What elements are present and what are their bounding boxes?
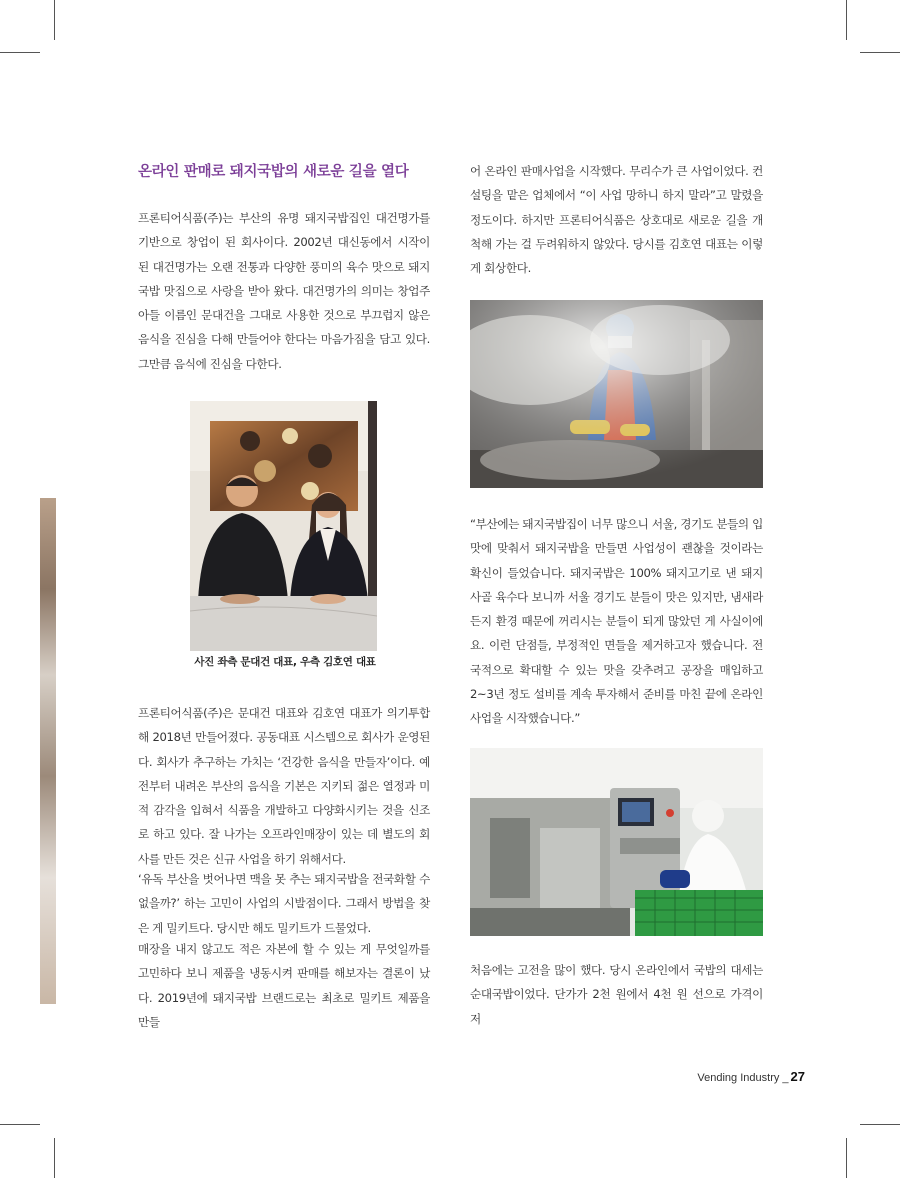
crop-mark <box>0 1124 40 1125</box>
photo-caption: 사진 좌측 문대건 대표, 우측 김호연 대표 <box>194 656 376 668</box>
magazine-name: Vending Industry _ <box>697 1072 789 1084</box>
crop-mark <box>54 1138 55 1178</box>
body-paragraph: 처음에는 고전을 많이 했다. 당시 온라인에서 국밥의 대세는 순대국밥이었다. 단가가 2천 원에서 4천 원 선으로 가격이 저 <box>470 963 763 1026</box>
body-paragraph: 매장을 내지 않고도 적은 자본에 할 수 있는 게 무엇일까를 고민하다 보니 제품을 냉동시켜 판매를 해보자는 결론이 났다. 2019년에 돼지국밥 브랜드로는 최초로 밀키트 제품을 만들 <box>138 942 430 1029</box>
page-footer <box>697 1069 805 1084</box>
section-heading: 온라인 판매로 돼지국밥의 새로운 길을 열다 <box>138 164 409 180</box>
body-paragraph: 프론티어식품(주)은 문대건 대표와 김호연 대표가 의기투합해 2018년 만들어졌다. 공동대표 시스템으로 회사가 운영된다. 회사가 추구하는 가치는 ‘건강한 음식을 만들자’이다. 예전부터 내려온 부산의 음식을 기본은 지키되 젊은 열정과 미적 감각을 입혀서 식품을 개발하고 다양화시키는 것을 신조로 하고 있다. 잘 나가는 오프라인매장이 있는 데 별도의 회사를 만든 것은 신규 사업을 하기 위해서다. <box>138 706 430 866</box>
body-paragraph: 프론티어식품(주)는 부산의 유명 돼지국밥집인 대건명가를 기반으로 창업이 된 회사이다. 2002년 대신동에서 시작이 된 대건명가는 오랜 전통과 다양한 풍미의 육수 맛으로 돼지국밥 맛집으로 사랑을 받아 왔다. 대건명가의 의미는 창업주 아들 이름인 문대건을 그대로 사용한 것으로 부끄럽지 않은 음식을 진심을 다해 만들어야 한다는 마음가짐을 담고 있다. 그만큼 음식에 진심을 다한다. <box>138 211 430 371</box>
crop-mark <box>860 52 900 53</box>
crop-mark <box>54 0 55 40</box>
crop-mark <box>0 52 40 53</box>
ceo-photo <box>190 401 377 651</box>
crop-mark <box>846 0 847 40</box>
page-number: 27 <box>790 1069 805 1084</box>
factory-photo <box>470 748 763 936</box>
adjacent-page-edge-image <box>40 498 56 1004</box>
kitchen-steam-photo <box>470 300 763 488</box>
quote-paragraph: “부산에는 돼지국밥집이 너무 많으니 서울, 경기도 분들의 입맛에 맞춰서 돼지국밥을 만들면 사업성이 괜찮을 것이라는 확신이 들었습니다. 돼지국밥은 100% 돼지고기로 낸 돼지 사골 육수다 보니까 서울 경기도 분들이 맛은 있지만, 냄새라든지 환경 때문에 꺼리시는 분들이 되게 많았던 게 사실이에요. 이런 단점들, 부정적인 면들을 제거하고자 했습니다. 전국적으로 확대할 수 있는 맛을 갖추려고 공장을 매입하고 2~3년 정도 설비를 계속 투자해서 준비를 마친 끝에 온라인 사업을 시작했습니다.” <box>470 517 763 726</box>
body-paragraph: 어 온라인 판매사업을 시작했다. 무리수가 큰 사업이었다. 컨설팅을 맡은 업체에서 “이 사업 망하니 하지 말라”고 말렸을 정도이다. 하지만 프론티어식품은 상호대로 새로운 길을 개척해 가는 걸 두려워하지 않았다. 당시를 김호연 대표는 이렇게 회상한다. <box>470 164 763 276</box>
crop-mark <box>860 1124 900 1125</box>
body-paragraph: ‘유독 부산을 벗어나면 맥을 못 추는 돼지국밥을 전국화할 수 없을까?’ 하는 고민이 사업의 시발점이다. 그래서 방법을 찾은 게 밀키트다. 당시만 해도 밀키트가 드물었다. <box>138 872 430 935</box>
crop-mark <box>846 1138 847 1178</box>
